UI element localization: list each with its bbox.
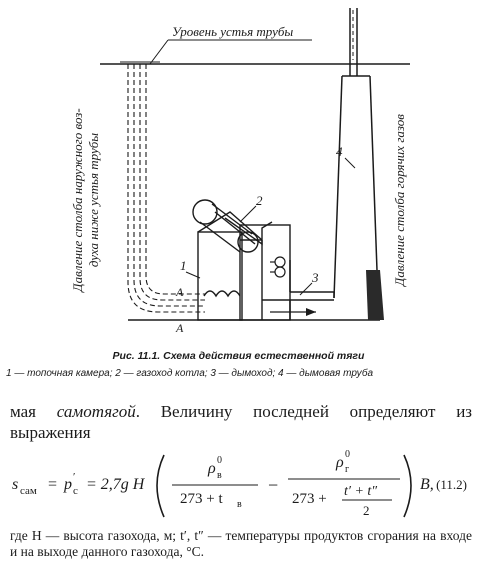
formula-left-paren (157, 455, 164, 517)
paragraph1-part1: мая (10, 402, 57, 421)
chimney-base (366, 270, 384, 320)
marker-3: 3 (312, 270, 319, 285)
formula-number: (11.2) (436, 477, 467, 492)
leader-2 (240, 206, 256, 222)
leader-4 (345, 158, 355, 168)
marker-a-upper: A (176, 285, 184, 299)
formula-p-sub: с (73, 485, 78, 497)
paragraph1-emphasis: самотягой (56, 402, 136, 421)
formula-eq1: = (48, 476, 58, 493)
left-pressure-label-line1: Давление столба наружного воз- (70, 108, 85, 292)
den2-den: 2 (363, 503, 370, 518)
left-pressure-label-line2: духа ниже устья трубы (86, 132, 101, 268)
formula-tail: B, (420, 476, 434, 493)
rho-b: ρ (208, 460, 216, 477)
paragraph-definitions: где H — высота газохода, м; t′, t″ — температуры продуктов сгорания на входе и на выходе данного газохода, °C. (10, 528, 472, 559)
figure-caption: Рис. 11.1. Схема действия естественной тяги (112, 350, 365, 362)
formula-11-2 (0, 447, 477, 527)
paragraph-self-draft (10, 401, 472, 443)
formula-minus: − (268, 475, 279, 495)
level-leader (150, 40, 168, 64)
formula-lhs: s (12, 476, 19, 493)
leader-3 (300, 283, 312, 295)
right-pressure-label: Давление столба горячих газов (392, 114, 407, 286)
formula-p-prime: ′ (73, 471, 76, 483)
flue-flow-arrowhead (306, 308, 316, 316)
formula-p: p (64, 476, 72, 493)
rho-g-sup: 0 (345, 449, 350, 460)
formula-right-paren (404, 455, 411, 517)
formula-lhs-sub: сам (20, 485, 37, 497)
formula-coeff: = 2,7g H (86, 476, 145, 493)
marker-1: 1 (180, 258, 187, 273)
den1: 273 + t (180, 491, 223, 507)
rho-g: ρ (336, 454, 344, 471)
rho-b-sub: в (217, 470, 222, 481)
den2-num: t′ + t″ (344, 484, 378, 499)
rho-b-sup: 0 (217, 455, 222, 466)
burner-symbol (270, 257, 285, 277)
level-label: Уровень устья трубы (172, 24, 294, 39)
den2-main: 273 + (292, 491, 327, 507)
marker-2: 2 (256, 193, 263, 208)
paragraph1-part2: . Величину последней определяют из выражения (10, 402, 473, 442)
rho-g-sub: г (345, 464, 350, 475)
den1-sub: в (237, 499, 242, 510)
marker-a-lower: A (176, 321, 184, 335)
marker-4: 4 (336, 144, 343, 159)
figure-legend: 1 — топочная камера; 2 — газоход котла; 3 — дымоход; 4 — дымовая труба (6, 368, 374, 379)
flue (262, 260, 334, 320)
boiler-gas-duct (240, 225, 290, 320)
